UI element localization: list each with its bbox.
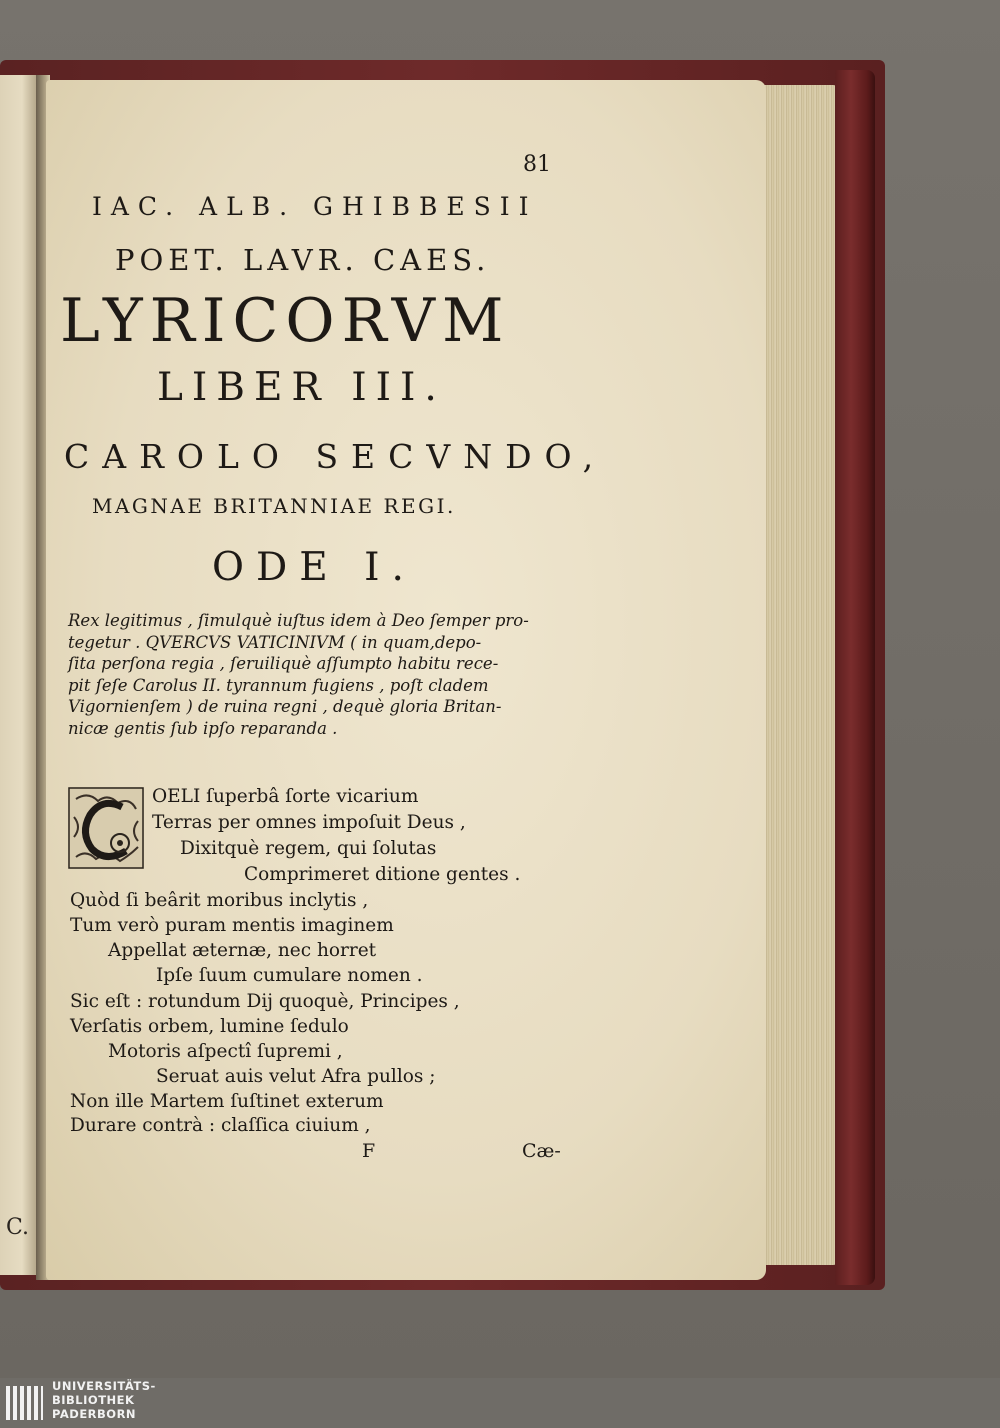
verse-line: Verſatis orbem, lumine ſedulo	[70, 1016, 349, 1037]
book-number: LIBER III.	[157, 365, 446, 410]
title-line: POET. LAVR. CAES.	[115, 243, 491, 277]
author-line: IAC. ALB. GHIBBESII	[92, 192, 538, 221]
logo-line: UNIVERSITÄTS-	[52, 1379, 156, 1393]
argument-line: pit ſeſe Carolus II. tyrannum fugiens , poſt cladem	[68, 675, 489, 695]
page-edges	[757, 85, 839, 1265]
left-page	[0, 75, 40, 1275]
argument-line: ſita perſona regia , ſeruiliquè aſſumpto habitu rece-	[68, 654, 499, 674]
argument-line: tegetur . QVERCVS VATICINIVM ( in quam,depo-	[68, 632, 482, 652]
book-title: LYRICORVM	[60, 286, 511, 356]
decorated-initial-c	[68, 787, 144, 869]
cover-edge	[835, 70, 875, 1285]
argument-line: Vigornienſem ) de ruina regni , dequè gloria Britan-	[68, 697, 502, 717]
verse-line: Dixitquè regem, qui ſolutas	[180, 838, 437, 859]
argument-line: Rex legitimus , ſimulquè iuſtus idem à Deo ſemper pro-	[68, 611, 529, 630]
left-page-fragment: C.	[6, 1215, 30, 1240]
verse-line: Durare contrà : claſſica ciuium ,	[70, 1115, 371, 1136]
verse-line: Quòd ſi beârit moribus inclytis ,	[70, 890, 369, 911]
logo-line: BIBLIOTHEK	[52, 1393, 135, 1407]
ode-heading: ODE I.	[212, 545, 416, 590]
verse-line: Ipſe ſuum cumulare nomen .	[156, 965, 423, 986]
page-number: 81	[523, 152, 551, 177]
dedicatee: CAROLO SECVNDO,	[64, 437, 607, 476]
signature-mark: F	[362, 1140, 376, 1162]
argument-line: nicæ gentis ſub ipſo reparanda .	[68, 718, 338, 738]
library-logo-text	[52, 1379, 156, 1421]
verse-line: Tum verò puram mentis imaginem	[70, 915, 394, 936]
verse-line: Motoris aſpectî ſupremi ,	[108, 1041, 343, 1062]
verse-line: Seruat auis velut Afra pullos ;	[156, 1066, 436, 1087]
verse-line: OELI ſuperbâ ſorte vicarium	[152, 786, 419, 807]
verse-line: Sic eſt : rotundum Dij quoquè, Principes ,	[70, 991, 460, 1012]
ode-argument	[68, 610, 608, 740]
logo-line: PADERBORN	[52, 1407, 137, 1421]
dedicatee-title: MAGNAE BRITANNIAE REGI.	[92, 494, 456, 518]
catchword: Cæ-	[522, 1140, 561, 1162]
library-logo-icon	[4, 1382, 44, 1424]
verse-line: Appellat æternæ, nec horret	[108, 940, 377, 961]
verse-line: Comprimeret ditione gentes .	[244, 864, 521, 885]
verse-line: Non ille Martem ſuſtinet exterum	[70, 1091, 384, 1112]
verse-line: Terras per omnes impoſuit Deus ,	[152, 812, 466, 833]
